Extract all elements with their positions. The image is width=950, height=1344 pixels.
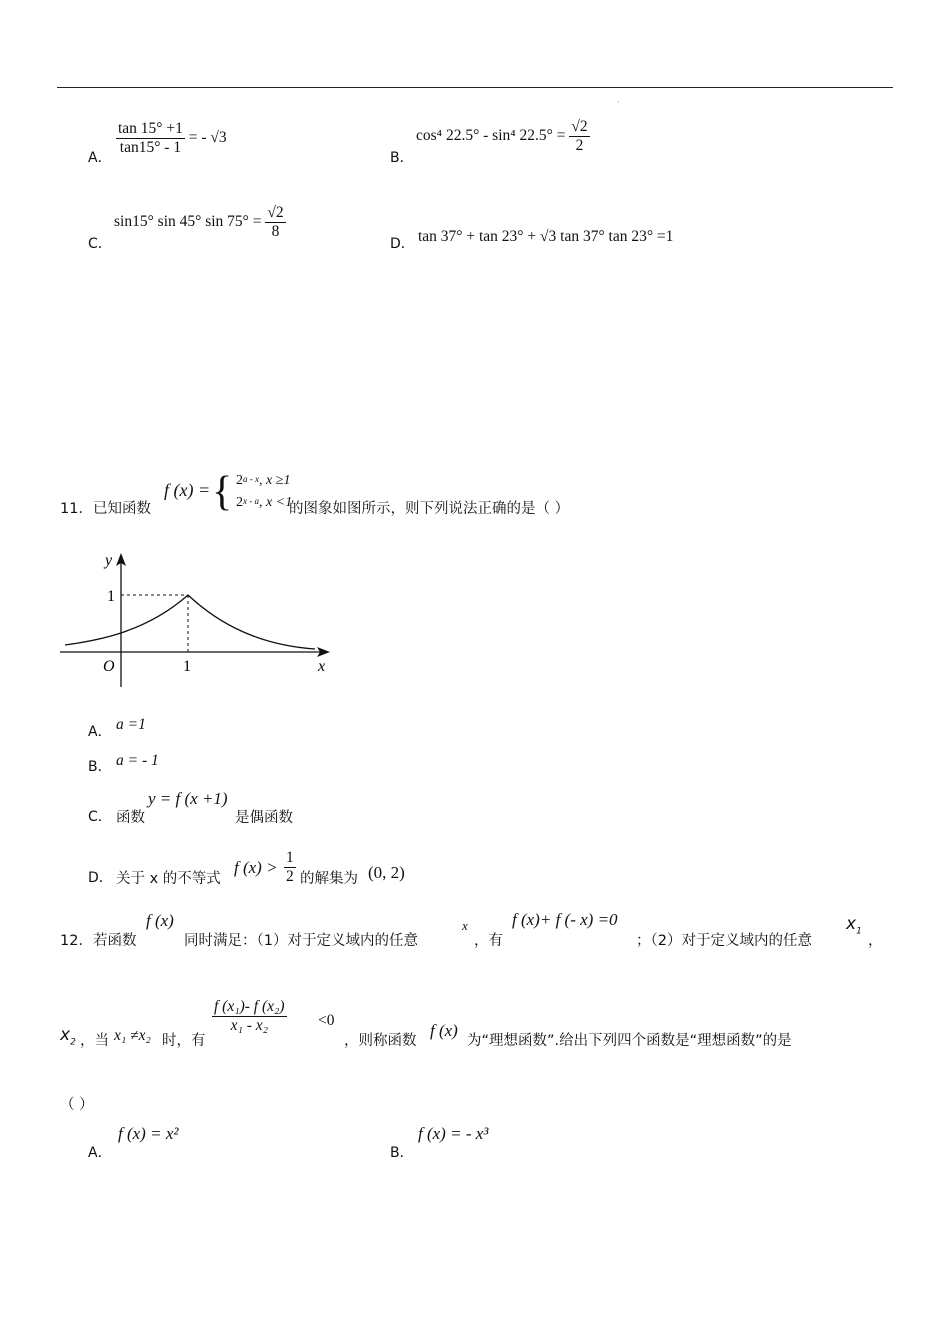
dot-mark: · xyxy=(617,98,620,107)
q12-mid3: ；（2）对于定义域内的任意 xyxy=(636,933,812,949)
q12-option-a-label[interactable]: A． xyxy=(88,1145,112,1161)
q10-a-numerator: tan 15° +1 xyxy=(118,120,183,137)
q12-eq1: f (x)+ f (- x) =0 xyxy=(512,910,618,929)
q10-option-b-label[interactable]: B． xyxy=(390,150,414,166)
q12-mid2: ，有 xyxy=(474,933,503,949)
q11-option-a-text: a =1 xyxy=(116,716,146,733)
q11-option-d-interval: (0, 2) xyxy=(368,863,405,882)
x-tick-label: 1 xyxy=(183,658,191,675)
q10-option-d-expr: tan 37° + tan 23° + √3 tan 37° tan 23° =1 xyxy=(418,228,674,245)
q10-c-denominator: 8 xyxy=(271,222,280,240)
q12-when2: 时，有 xyxy=(162,1033,206,1049)
q12-paren: （ ） xyxy=(60,1097,94,1113)
curve-right xyxy=(188,595,315,649)
q11-case2: 2$^{x - a}$, x <1 xyxy=(236,495,293,510)
y-tick-label: 1 xyxy=(107,588,115,605)
q12-option-a-math: f (x) = x² xyxy=(118,1124,179,1143)
q11-graph xyxy=(55,545,340,695)
q11-suffix: 的图象如图所示，则下列说法正确的是（ ） xyxy=(289,501,570,517)
q10-option-c-expr xyxy=(114,204,286,241)
q12-neq: x₁ ≠x₂ xyxy=(114,1027,151,1044)
q12-tail2: 为“理想函数”.给出下列四个函数是“理想函数”的是 xyxy=(467,1033,792,1049)
q11-option-d-math: f (x) > xyxy=(234,858,278,877)
q12-x2: $x_2$ xyxy=(60,1025,76,1048)
q11-option-d-label[interactable]: D． xyxy=(88,870,113,886)
q10-b-numerator: √2 xyxy=(571,118,588,135)
q10-a-denominator: tan15° - 1 xyxy=(119,138,182,156)
q11-option-a-label[interactable]: A． xyxy=(88,724,112,740)
q10-c-expr-text: sin15° sin 45° sin 75° = xyxy=(114,212,262,230)
q12-comma: ， xyxy=(868,933,883,949)
q10-option-b-expr xyxy=(416,118,590,155)
q11-option-c-label[interactable]: C． xyxy=(88,809,112,825)
q11-option-d-post: 的解集为 xyxy=(300,871,358,887)
q11-option-c-post: 是偶函数 xyxy=(235,810,293,826)
q12-fx: f (x) xyxy=(146,911,174,930)
q10-option-a-label[interactable]: A． xyxy=(88,150,112,166)
q11-piecewise xyxy=(212,470,292,514)
q12-when: ，当 xyxy=(80,1033,109,1049)
left-brace-icon: { xyxy=(212,469,233,515)
q12-option-b-label[interactable]: B． xyxy=(390,1145,414,1161)
q12-frac-numerator: f (x₁)- f (x₂) xyxy=(214,998,285,1015)
q12-option-b-math: f (x) = - x³ xyxy=(418,1124,489,1143)
y-axis-label: y xyxy=(105,552,113,569)
q12-x1: $x_1$ xyxy=(846,914,862,937)
q11-cases xyxy=(236,470,292,514)
q12-fraction xyxy=(212,998,287,1035)
q10-option-c-label[interactable]: C． xyxy=(88,236,112,252)
q11-option-c-pre: 函数 xyxy=(116,810,145,826)
q12-tail-fx: f (x) xyxy=(430,1021,458,1040)
q12-mid1: 同时满足：（1）对于定义域内的任意 xyxy=(184,933,418,949)
q10-option-a-expr xyxy=(116,120,227,157)
curve-left xyxy=(65,595,188,645)
q11-d-denominator: 2 xyxy=(286,867,294,885)
q11-option-b-text: a = - 1 xyxy=(116,752,159,769)
q12-var-x: x xyxy=(462,918,468,933)
q11-option-b-label[interactable]: B． xyxy=(88,759,112,775)
q11-fx: f (x) = xyxy=(164,480,211,500)
origin-label: O xyxy=(103,658,115,675)
q12-lt0: <0 xyxy=(318,1012,335,1029)
q11-case1: 2$^{a - x}$, x ≥1 xyxy=(236,473,291,488)
x-axis-label: x xyxy=(318,658,326,675)
q11-d-numerator: 1 xyxy=(286,849,294,866)
q10-b-expr-text: cos⁴ 22.5° - sin⁴ 22.5° = xyxy=(416,126,566,144)
q11-option-d-pre: 关于 x 的不等式 xyxy=(116,871,221,887)
q10-option-d-label[interactable]: D． xyxy=(390,236,415,252)
q11-option-c-math: y = f (x +1) xyxy=(148,789,228,808)
q10-a-rest: = - √3 xyxy=(188,128,227,146)
q10-c-numerator: √2 xyxy=(267,204,284,221)
q11-prefix: 11．已知函数 xyxy=(60,501,151,517)
q10-b-denominator: 2 xyxy=(575,136,584,154)
q12-frac-denominator: x₁ - x₂ xyxy=(230,1016,269,1034)
header-rule xyxy=(57,87,893,88)
q11-option-d-fraction xyxy=(284,849,296,886)
q12-tail1: ，则称函数 xyxy=(344,1033,417,1049)
q12-prefix: 12．若函数 xyxy=(60,933,137,949)
